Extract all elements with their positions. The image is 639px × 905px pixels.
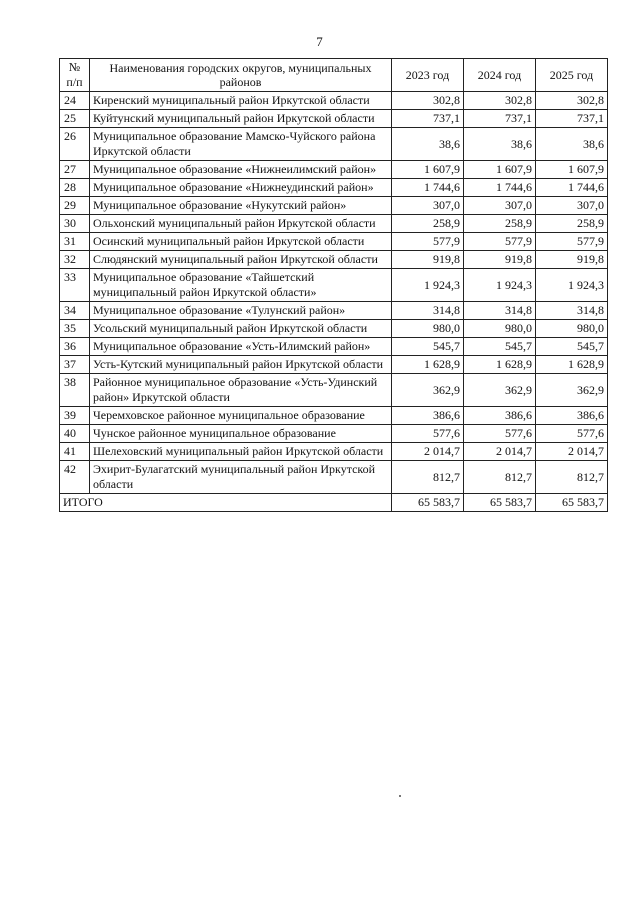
row-number: 26	[60, 128, 90, 161]
row-value-2025: 2 014,7	[536, 443, 608, 461]
row-name: Муниципальное образование «Тайшетский муниципальный район Иркутской области»	[90, 269, 392, 302]
table-row	[60, 374, 608, 407]
row-value-2023: 258,9	[392, 215, 464, 233]
row-name: Муниципальное образование Мамско-Чуйского района Иркутской области	[90, 128, 392, 161]
row-value-2024: 258,9	[464, 215, 536, 233]
row-value-2024: 386,6	[464, 407, 536, 425]
row-name: Киренский муниципальный район Иркутской области	[90, 92, 392, 110]
table-row	[60, 269, 608, 302]
row-value-2023: 980,0	[392, 320, 464, 338]
row-number: 29	[60, 197, 90, 215]
header-num: № п/п	[60, 59, 90, 92]
row-value-2024: 1 628,9	[464, 356, 536, 374]
row-number: 41	[60, 443, 90, 461]
row-value-2023: 1 924,3	[392, 269, 464, 302]
row-name: Шелеховский муниципальный район Иркутской области	[90, 443, 392, 461]
table-row	[60, 251, 608, 269]
total-label: ИТОГО	[60, 494, 392, 512]
row-value-2023: 314,8	[392, 302, 464, 320]
row-value-2024: 1 607,9	[464, 161, 536, 179]
row-number: 40	[60, 425, 90, 443]
header-2024: 2024 год	[464, 59, 536, 92]
table-row	[60, 128, 608, 161]
table-row	[60, 338, 608, 356]
row-value-2025: 302,8	[536, 92, 608, 110]
row-name: Усольский муниципальный район Иркутской области	[90, 320, 392, 338]
total-value-2024: 65 583,7	[464, 494, 536, 512]
row-value-2024: 737,1	[464, 110, 536, 128]
total-row	[60, 494, 608, 512]
row-value-2025: 38,6	[536, 128, 608, 161]
table-row	[60, 461, 608, 494]
row-value-2024: 1 924,3	[464, 269, 536, 302]
row-number: 34	[60, 302, 90, 320]
row-number: 27	[60, 161, 90, 179]
table-row	[60, 197, 608, 215]
total-value-2023: 65 583,7	[392, 494, 464, 512]
table-row	[60, 302, 608, 320]
row-value-2024: 980,0	[464, 320, 536, 338]
table-row	[60, 179, 608, 197]
row-value-2025: 1 744,6	[536, 179, 608, 197]
row-name: Муниципальное образование «Тулунский район»	[90, 302, 392, 320]
row-number: 25	[60, 110, 90, 128]
row-name: Чунское районное муниципальное образование	[90, 425, 392, 443]
row-value-2024: 577,6	[464, 425, 536, 443]
header-name: Наименования городских округов, муниципальных районов	[90, 59, 392, 92]
row-value-2024: 577,9	[464, 233, 536, 251]
row-value-2023: 302,8	[392, 92, 464, 110]
table-row	[60, 425, 608, 443]
row-value-2024: 2 014,7	[464, 443, 536, 461]
row-number: 42	[60, 461, 90, 494]
table-row	[60, 443, 608, 461]
row-name: Куйтунский муниципальный район Иркутской области	[90, 110, 392, 128]
row-value-2024: 919,8	[464, 251, 536, 269]
row-value-2025: 1 607,9	[536, 161, 608, 179]
row-value-2025: 386,6	[536, 407, 608, 425]
row-value-2023: 577,6	[392, 425, 464, 443]
row-number: 39	[60, 407, 90, 425]
row-number: 33	[60, 269, 90, 302]
row-value-2023: 38,6	[392, 128, 464, 161]
row-name: Районное муниципальное образование «Усть-Удинский район» Иркутской области	[90, 374, 392, 407]
row-value-2023: 362,9	[392, 374, 464, 407]
table-row	[60, 407, 608, 425]
table-row	[60, 233, 608, 251]
row-value-2025: 577,6	[536, 425, 608, 443]
row-value-2025: 362,9	[536, 374, 608, 407]
row-value-2023: 577,9	[392, 233, 464, 251]
row-value-2025: 1 924,3	[536, 269, 608, 302]
table-body	[60, 92, 608, 512]
row-value-2024: 314,8	[464, 302, 536, 320]
row-name: Муниципальное образование «Нижнеилимский район»	[90, 161, 392, 179]
page-number: 7	[316, 34, 323, 49]
row-value-2024: 1 744,6	[464, 179, 536, 197]
row-value-2025: 980,0	[536, 320, 608, 338]
row-value-2025: 545,7	[536, 338, 608, 356]
row-number: 32	[60, 251, 90, 269]
row-name: Муниципальное образование «Усть-Илимский район»	[90, 338, 392, 356]
header-2023: 2023 год	[392, 59, 464, 92]
row-number: 28	[60, 179, 90, 197]
row-value-2025: 737,1	[536, 110, 608, 128]
row-value-2025: 258,9	[536, 215, 608, 233]
row-value-2023: 2 014,7	[392, 443, 464, 461]
row-value-2024: 307,0	[464, 197, 536, 215]
row-value-2023: 545,7	[392, 338, 464, 356]
row-name: Муниципальное образование «Нижнеудинский район»	[90, 179, 392, 197]
row-value-2024: 545,7	[464, 338, 536, 356]
row-number: 35	[60, 320, 90, 338]
row-value-2024: 812,7	[464, 461, 536, 494]
row-number: 38	[60, 374, 90, 407]
row-value-2025: 307,0	[536, 197, 608, 215]
row-value-2023: 1 744,6	[392, 179, 464, 197]
table-row	[60, 215, 608, 233]
scan-speck	[399, 795, 401, 797]
row-value-2025: 577,9	[536, 233, 608, 251]
row-value-2025: 314,8	[536, 302, 608, 320]
row-value-2025: 812,7	[536, 461, 608, 494]
row-name: Муниципальное образование «Нукутский район»	[90, 197, 392, 215]
row-name: Слюдянский муниципальный район Иркутской области	[90, 251, 392, 269]
row-value-2023: 737,1	[392, 110, 464, 128]
table-row	[60, 320, 608, 338]
row-value-2024: 38,6	[464, 128, 536, 161]
row-value-2023: 1 628,9	[392, 356, 464, 374]
budget-table	[59, 58, 608, 512]
table-header-row	[60, 59, 608, 92]
row-number: 37	[60, 356, 90, 374]
table-row	[60, 356, 608, 374]
row-value-2025: 919,8	[536, 251, 608, 269]
table-row	[60, 92, 608, 110]
row-value-2023: 307,0	[392, 197, 464, 215]
table-row	[60, 110, 608, 128]
row-value-2023: 919,8	[392, 251, 464, 269]
row-number: 36	[60, 338, 90, 356]
row-number: 31	[60, 233, 90, 251]
row-value-2023: 812,7	[392, 461, 464, 494]
row-name: Усть-Кутский муниципальный район Иркутской области	[90, 356, 392, 374]
row-number: 30	[60, 215, 90, 233]
row-name: Черемховское районное муниципальное образование	[90, 407, 392, 425]
row-value-2024: 362,9	[464, 374, 536, 407]
row-name: Осинский муниципальный район Иркутской области	[90, 233, 392, 251]
row-name: Ольхонский муниципальный район Иркутской области	[90, 215, 392, 233]
row-value-2025: 1 628,9	[536, 356, 608, 374]
header-2025: 2025 год	[536, 59, 608, 92]
total-value-2025: 65 583,7	[536, 494, 608, 512]
row-value-2024: 302,8	[464, 92, 536, 110]
row-name: Эхирит-Булагатский муниципальный район Иркутской области	[90, 461, 392, 494]
row-value-2023: 1 607,9	[392, 161, 464, 179]
table-row	[60, 161, 608, 179]
row-value-2023: 386,6	[392, 407, 464, 425]
row-number: 24	[60, 92, 90, 110]
